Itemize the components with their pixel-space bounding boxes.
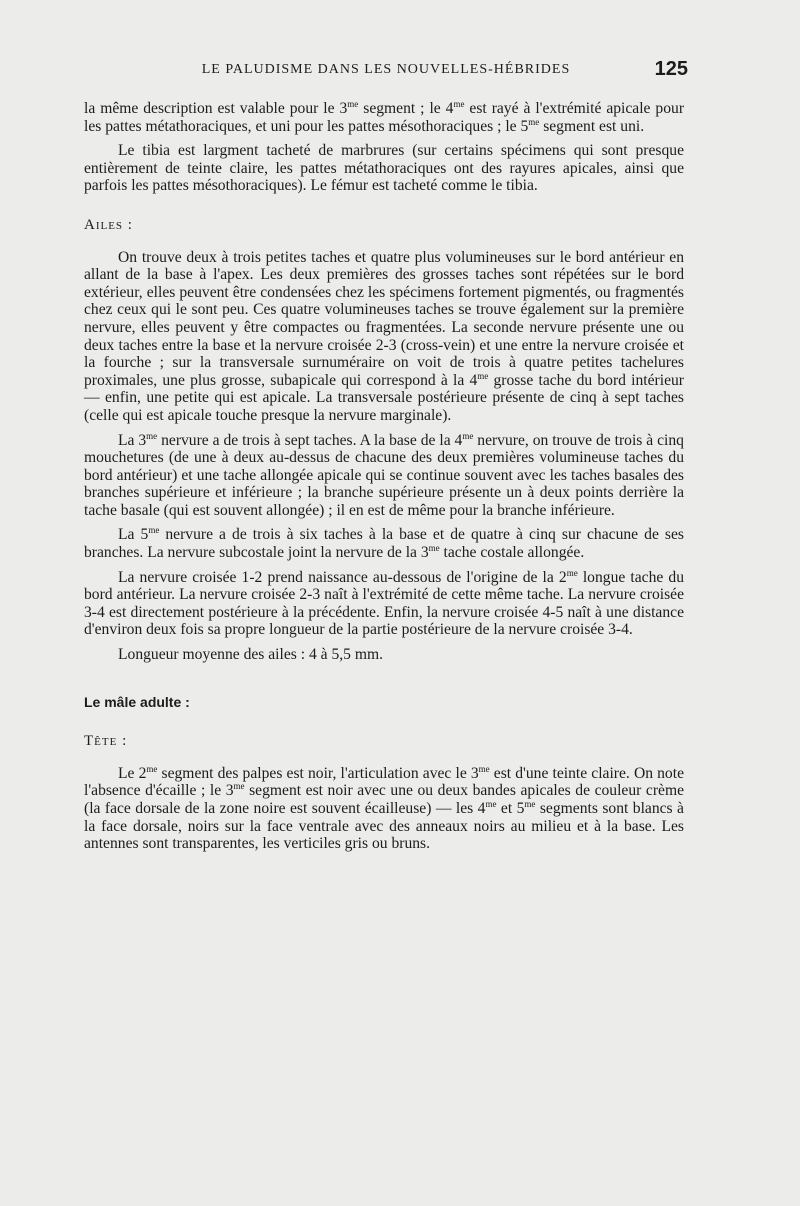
paragraph-tibia: Le tibia est largment tacheté de marbrures (sur certains spécimens qui sont presque entièrement de teinte claire, les pattes métathoraciques ont des rayures apicales, ainsi que parfois les pattes mésothoraciques). Le fémur est tacheté comme le tibia. (84, 142, 684, 195)
paragraph-legs-segments: la même description est valable pour le $3^{me}$ segment ; le $4^{me}$ est rayé à l'extrémité apicale pour les pattes métathoraciques, et uni pour les pattes mésothoraciques ; le $5^{me}$ segment est uni. (84, 99, 685, 135)
page-number: 125 (654, 58, 688, 80)
paragraph-fifth-vein: La $5^{me}$ nervure a de trois à six taches à la base et de quatre à cinq sur chacune de ses branches. La nervure subcostale joint la nervure de la $3^{me}$ tache costale allongée. (84, 525, 684, 562)
paragraph-wing-length: Longueur moyenne des ailes : 4 à 5,5 mm. (118, 646, 384, 664)
running-title: LE PALUDISME DANS LES NOUVELLES-HÉBRIDES (201, 62, 571, 77)
paragraph-third-vein: La $3^{me}$ nervure a de trois à sept taches. A la base de la $4^{me}$ nervure, on trouve de trois à cinq mouchetures (de une à deux au-dessus de chacune des deux premières volumineuse taches du bord antérieur) et une tache allongée apicale qui se continue souvent avec les taches basales des branches supérieure et inférieure ; la branche supérieure présente un à deux points derrière la tache basale (qui est souvent allongée) ; il en est de même pour la branche inférieure. (84, 430, 684, 519)
paragraph-cross-veins: La nervure croisée 1-2 prend naissance au-dessous de l'origine de la $2^{me}$ longue tache du bord antérieur. La nervure croisée 2-3 naît à l'extrémité de cette même tache. La nervure croisée 3-4 est directement postérieure à la précédente. Enfin, la nervure croisée 4-5 naît à une distance d'environ deux fois sa propre longueur de la partie postérieure de la nervure croisée 3-4. (84, 567, 685, 639)
body-text (84, 100, 684, 860)
section-label-ailes: Ailes : (84, 216, 133, 233)
section-label-tete: Tête : (84, 733, 128, 750)
male-adult-heading: Le mâle adulte : (84, 693, 190, 710)
paragraph-palps: Le $2^{me}$ segment des palpes est noir, l'articulation avec le $3^{me}$ est d'une teinte claire. On note l'absence d'écaille ; le $3^{me}$ segment est noir avec une ou deux bandes apicales de couleur crème (la face dorsale de la zone noire est souvent écailleuse) — les $4^{me}$ et $5^{me}$ segments sont blancs à la face dorsale, noirs sur la face ventrale avec des anneaux noirs au milieu et à la base. Les antennes sont transparentes, les verticiles gris ou bruns. (84, 763, 685, 853)
paragraph-wing-spots: On trouve deux à trois petites taches et quatre plus volumineuses sur le bord antérieur en allant de la base à l'apex. Les deux premières des grosses taches sont répétées sur le bord extérieur, elles peuvent être condensées chez les spécimens fortement pigmentés, ou fragmentés chez ceux qui le sont peu. Ces quatre volumineuses taches se trouve également sur la première nervure, elles peuvent y être compactes ou fragmentées. La seconde nervure présente une ou deux taches entre la base et la nervure croisée 2-3 (cross-vein) et une entre la nervure croisée et la fourche ; sur la transversale surnuméraire on voit de trois à quatre petites tachelures proximales, une plus grosse, subapicale qui correspond à la $4^{me}$ grosse tache du bord intérieur — enfin, une petite qui est apicale. La transversale postérieure présente de cinq à sept taches (celle qui est apicale touche presque la nervure marginale). (84, 248, 684, 424)
